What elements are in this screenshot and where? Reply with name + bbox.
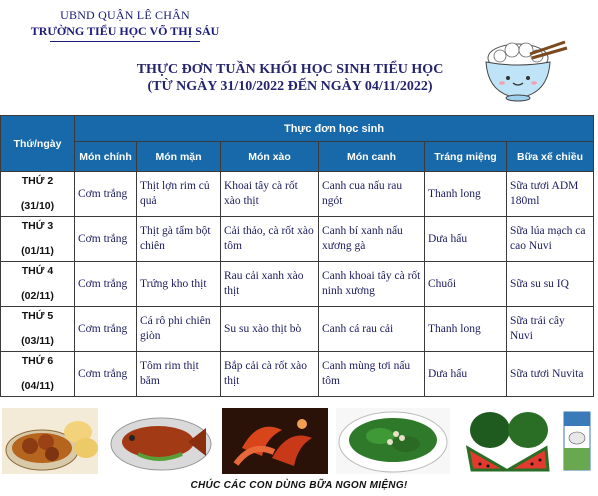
food-photo-fish bbox=[108, 408, 214, 474]
day-column-header: Thứ/ngày bbox=[1, 116, 75, 172]
col-header-soup: Món canh bbox=[319, 142, 425, 172]
food-photo-shrimp bbox=[222, 408, 328, 474]
day-name: THỨ 6 bbox=[21, 355, 54, 367]
cell-stir-fry: Bắp cải cà rốt xào thịt bbox=[221, 352, 319, 397]
day-cell bbox=[1, 262, 75, 307]
table-row bbox=[1, 307, 594, 352]
day-name: THỨ 5 bbox=[21, 310, 54, 322]
cell-dessert: Thanh long bbox=[425, 172, 507, 217]
day-name: THỨ 3 bbox=[21, 220, 54, 232]
day-cell bbox=[1, 352, 75, 397]
cell-stir-fry: Khoai tây cà rốt xào thịt bbox=[221, 172, 319, 217]
date-range: (TỪ NGÀY 31/10/2022 ĐẾN NGÀY 04/11/2022) bbox=[147, 79, 433, 94]
weekly-menu-table bbox=[0, 115, 594, 397]
cell-savory-dish: Cá rô phi chiên giòn bbox=[137, 307, 221, 352]
cell-stir-fry: Cải thảo, cà rốt xào tôm bbox=[221, 217, 319, 262]
cell-afternoon-snack: Sữa lúa mạch ca cao Nuvi bbox=[507, 217, 594, 262]
day-date: (31/10) bbox=[20, 200, 55, 212]
cell-afternoon-snack: Sữa tươi Nuvita bbox=[507, 352, 594, 397]
food-photo-strip bbox=[0, 408, 598, 478]
cell-savory-dish: Thịt gà tẩm bột chiên bbox=[137, 217, 221, 262]
day-date: (01/11) bbox=[21, 245, 54, 257]
district-name: UBND QUẬN LÊ CHÂN bbox=[60, 8, 190, 22]
table-row bbox=[1, 172, 594, 217]
day-date: (02/11) bbox=[21, 290, 54, 302]
page-title: THỰC ĐƠN TUẦN KHỐI HỌC SINH TIỂU HỌC bbox=[136, 62, 444, 77]
day-name: THỨ 2 bbox=[21, 175, 54, 187]
cell-dessert: Thanh long bbox=[425, 307, 507, 352]
table-row bbox=[1, 262, 594, 307]
student-menu-header: Thực đơn học sinh bbox=[75, 116, 594, 142]
cell-savory-dish: Tôm rim thịt băm bbox=[137, 352, 221, 397]
cell-savory-dish: Trứng kho thịt bbox=[137, 262, 221, 307]
col-header-main-dish: Món chính bbox=[75, 142, 137, 172]
cell-main-dish: Cơm trắng bbox=[75, 307, 137, 352]
cell-soup: Canh khoai tây cà rốt ninh xương bbox=[319, 262, 425, 307]
cell-dessert: Chuối bbox=[425, 262, 507, 307]
cell-afternoon-snack: Sữa su su IQ bbox=[507, 262, 594, 307]
day-cell bbox=[1, 217, 75, 262]
rice-bowl-icon bbox=[470, 36, 570, 106]
cell-soup: Canh cá rau cải bbox=[319, 307, 425, 352]
cell-soup: Canh mùng tơi nấu tôm bbox=[319, 352, 425, 397]
day-date: (04/11) bbox=[21, 380, 54, 392]
school-header bbox=[0, 8, 250, 42]
table-row bbox=[1, 352, 594, 397]
cell-afternoon-snack: Sữa tươi ADM 180ml bbox=[507, 172, 594, 217]
cell-main-dish: Cơm trắng bbox=[75, 352, 137, 397]
milk-box-icon bbox=[560, 408, 594, 474]
day-cell bbox=[1, 172, 75, 217]
cell-dessert: Dưa hấu bbox=[425, 352, 507, 397]
footer-message: CHÚC CÁC CON DÙNG BỮA NGON MIỆNG! bbox=[190, 480, 408, 491]
header-divider bbox=[50, 41, 200, 42]
day-cell bbox=[1, 307, 75, 352]
cell-main-dish: Cơm trắng bbox=[75, 262, 137, 307]
cell-main-dish: Cơm trắng bbox=[75, 172, 137, 217]
cell-stir-fry: Su su xào thịt bò bbox=[221, 307, 319, 352]
food-photo-meatballs bbox=[2, 408, 98, 474]
day-date: (03/11) bbox=[21, 335, 54, 347]
food-photo-soup bbox=[336, 408, 450, 474]
food-photo-watermelon bbox=[462, 408, 554, 474]
day-name: THỨ 4 bbox=[21, 265, 54, 277]
school-name: TRƯỜNG TIỂU HỌC VÕ THỊ SÁU bbox=[30, 24, 220, 38]
cell-savory-dish: Thịt lợn rim củ quả bbox=[137, 172, 221, 217]
cell-afternoon-snack: Sữa trái cây Nuvi bbox=[507, 307, 594, 352]
col-header-stir-fry: Món xào bbox=[221, 142, 319, 172]
col-header-afternoon-snack: Bữa xế chiều bbox=[507, 142, 594, 172]
col-header-dessert: Tráng miệng bbox=[425, 142, 507, 172]
table-row bbox=[1, 217, 594, 262]
cell-main-dish: Cơm trắng bbox=[75, 217, 137, 262]
cell-stir-fry: Rau cải xanh xào thịt bbox=[221, 262, 319, 307]
cell-soup: Canh bí xanh nấu xương gà bbox=[319, 217, 425, 262]
menu-title-block bbox=[95, 62, 485, 95]
cell-soup: Canh cua nấu rau ngót bbox=[319, 172, 425, 217]
cell-dessert: Dưa hấu bbox=[425, 217, 507, 262]
col-header-savory: Món mặn bbox=[137, 142, 221, 172]
